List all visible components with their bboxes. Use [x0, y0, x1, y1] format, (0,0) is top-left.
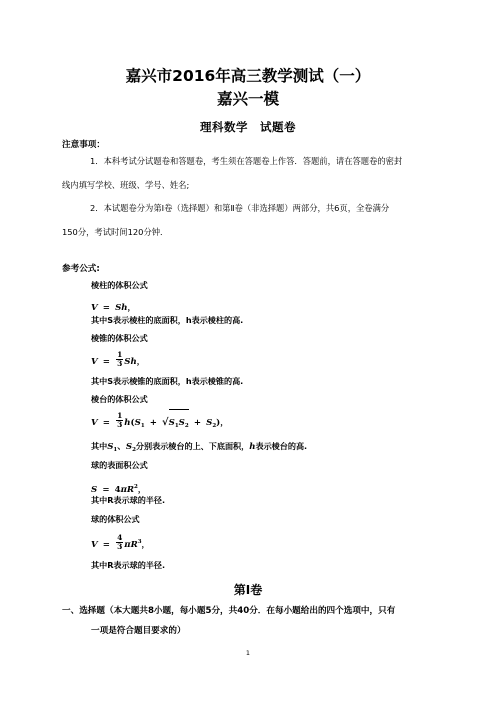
pyramid-volume-formula: V = $\frac{1}{3}$ Sh，	[91, 350, 145, 368]
section-1-instructions-line-1: 一、选择题（本大题共8小题，每小题5分，共40分．在每小题给出的四个选项中，只有	[62, 606, 396, 616]
frustum-volume-note: 其中$S_1$、$S_2$分别表示棱台的上、下底面积，h表示棱台的高.	[91, 441, 308, 453]
notice-item-1-line-1: 1．本科考试分试题卷和答题卷，考生须在答题卷上作答．答题前，请在答题卷的密封	[90, 156, 403, 166]
exam-title: 嘉兴市2016年高三教学测试（一）	[125, 67, 371, 85]
notice-item-1-line-2: 线内填写学校、班级、学号、姓名;	[62, 180, 190, 190]
sphere-area-formula: $S = 4\pi R^2$，	[91, 484, 146, 495]
page-number: 1	[245, 649, 251, 657]
prism-volume-title: 棱柱的体积公式	[91, 280, 148, 290]
formula-heading: 参考公式:	[62, 264, 100, 274]
pyramid-volume-note: 其中S表示棱锥的底面积，h表示棱锥的高.	[91, 376, 244, 386]
prism-volume-note: 其中S表示棱柱的底面积，h表示棱柱的高.	[91, 315, 244, 325]
part-1-title: 第Ⅰ卷	[233, 583, 263, 597]
prism-volume-formula: V = Sh，	[91, 302, 136, 313]
frustum-volume-title: 棱台的体积公式	[91, 394, 148, 404]
exam-name: 理科数学 试题卷	[200, 120, 296, 134]
sphere-volume-title: 球的体积公式	[91, 514, 140, 524]
sphere-volume-formula: V = $\frac{4}{3}$ $\pi R^3$，	[91, 533, 150, 551]
notice-item-2-line-1: 2．本试题卷分为第Ⅰ卷（选择题）和第Ⅱ卷（非选择题）两部分，共6页，全卷满分	[90, 203, 390, 213]
frustum-volume-formula: V = $\frac{1}{3}$ $h(S_1 + √S_1S_2 + S_2)$，	[91, 411, 229, 429]
sphere-volume-note: 其中R表示球的半径.	[91, 560, 166, 570]
sphere-area-title: 球的表面积公式	[91, 460, 148, 470]
sphere-area-note: 其中R表示球的半径.	[91, 495, 166, 505]
exam-subtitle: 嘉兴一模	[216, 90, 279, 108]
notice-heading: 注意事项：	[62, 140, 105, 150]
pyramid-volume-title: 棱锥的体积公式	[91, 333, 148, 343]
section-1-instructions-line-2: 一项是符合题目要求的）	[91, 626, 186, 636]
notice-item-2-line-2: 150分，考试时间120分钟．	[62, 227, 169, 237]
